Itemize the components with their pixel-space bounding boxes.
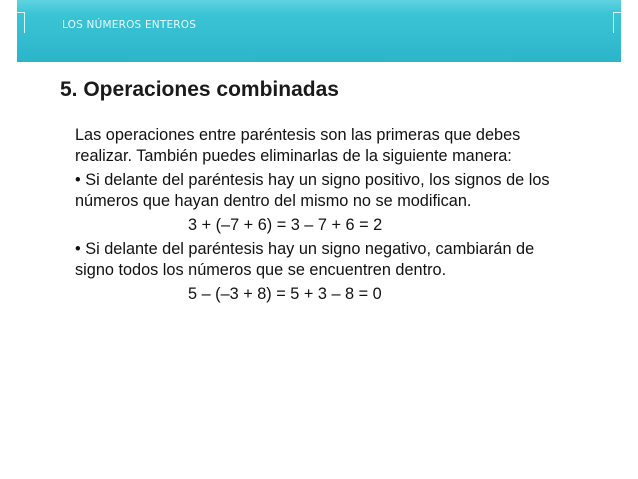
corner-decoration-left bbox=[0, 12, 25, 33]
slide-title: 5. Operaciones combinadas bbox=[60, 78, 343, 102]
intro-paragraph: Las operaciones entre paréntesis son las primeras que debes realizar. También puedes eliminarlas de la siguiente manera: bbox=[75, 126, 521, 165]
slide-body bbox=[75, 125, 555, 308]
rule-negative-paragraph: • Si delante del paréntesis hay un signo negativo, cambiarán de signo todos los números que se encuentren dentro. bbox=[75, 240, 535, 279]
header-bar-highlight bbox=[17, 0, 621, 14]
corner-decoration-right bbox=[613, 12, 638, 33]
example-negative-equation: 5 – (–3 + 8) = 5 + 3 – 8 = 0 bbox=[188, 285, 382, 303]
example-positive-equation: 3 + (–7 + 6) = 3 – 7 + 6 = 2 bbox=[188, 216, 383, 234]
rule-positive-paragraph: • Si delante del paréntesis hay un signo positivo, los signos de los números que hayan dentro del mismo no se modifican. bbox=[75, 171, 550, 210]
section-label: LOS NÚMEROS ENTEROS bbox=[62, 19, 197, 31]
